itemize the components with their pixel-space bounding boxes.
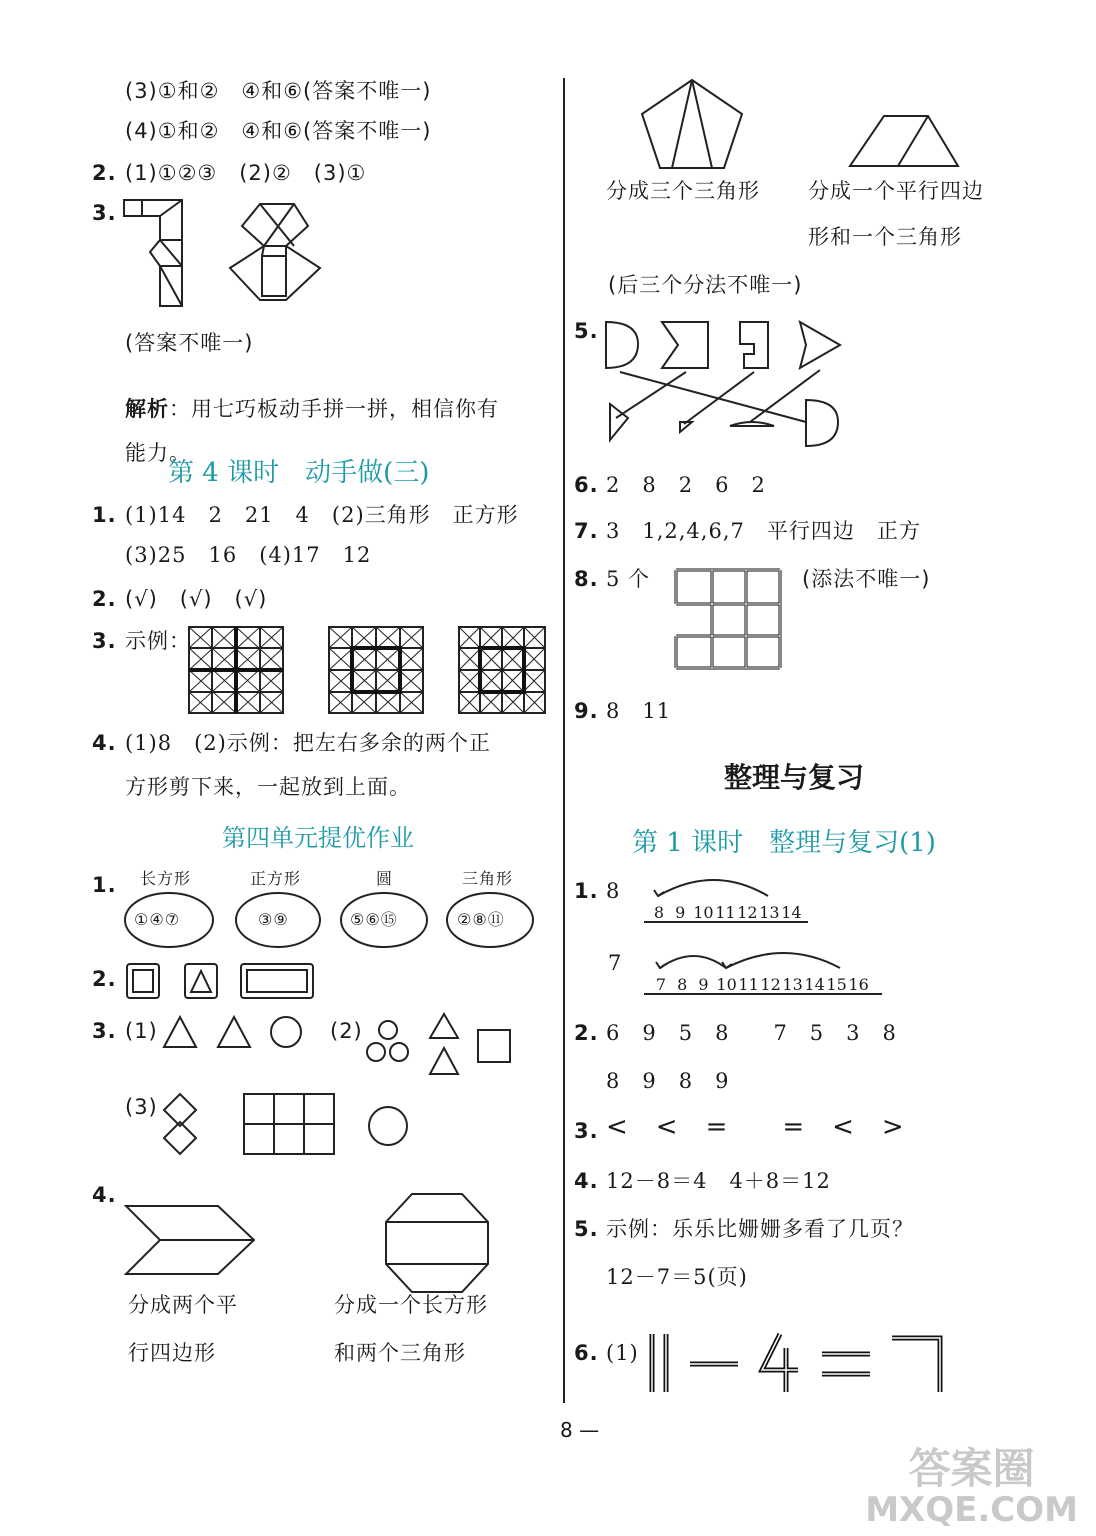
grid-example-3 [458, 626, 546, 714]
l4-q1-line1: (1)14 2 21 4 (2)三角形 正方形 [125, 503, 519, 527]
r-r3-number: 3. [574, 1119, 599, 1143]
u1-label-square: 正方形 [250, 869, 302, 888]
nl1-tick: 9 [675, 903, 686, 922]
tangram-eight-figure [228, 196, 328, 306]
analysis-text: ：用七巧板动手拼一拼，相信你有 [169, 397, 499, 421]
lesson-1-title: 第 1 课时 整理与复习(1) [632, 828, 936, 858]
l4-q4-line2: 方形剪下来，一起放到上面。 [125, 775, 411, 799]
l4-q4-line1: (1)8 (2)示例：把左右多余的两个正 [125, 731, 491, 755]
grid-example-2 [328, 626, 424, 714]
l4-q1-number: 1. [92, 503, 117, 527]
unit-4-title: 第四单元提优作业 [222, 824, 414, 852]
r-r2-line1: 6 9 5 8 7 5 3 8 [606, 1021, 897, 1045]
analysis-line2: 能力。 [125, 441, 191, 465]
r-r5-line2: 12－7＝5(页) [606, 1265, 748, 1289]
q2-answer: (1)①②③ (2)② (3)① [125, 161, 367, 185]
l4-q2-answer: (√) (√) (√) [125, 587, 268, 611]
r-r2-number: 2. [574, 1021, 599, 1045]
r-q9-number: 9. [574, 699, 599, 723]
tangram-seven-figure [122, 196, 202, 316]
nl1-tick: 13 [759, 903, 780, 922]
r-r6-number: 6. [574, 1341, 599, 1365]
grid-example-1 [188, 626, 284, 714]
r-q8-note: (添法不唯一) [802, 567, 931, 591]
r-q5-number: 5. [574, 319, 599, 343]
nl1-tick: 12 [737, 903, 758, 922]
u2-number: 2. [92, 967, 117, 991]
r-q7-answer: 3 1,2,4,6,7 平行四边 正方 [606, 519, 921, 543]
u4-caption-1b: 行四边形 [128, 1341, 216, 1365]
r-r1-b: 7 [608, 951, 623, 975]
u3-part3-label: (3) [125, 1095, 158, 1119]
u1-oval-4: ②⑧⑪ [457, 910, 505, 929]
nl2-tick: 15 [826, 975, 847, 994]
r-q5-matching [600, 318, 850, 450]
l4-q2-number: 2. [92, 587, 117, 611]
r-caption-2a: 分成一个平行四边 [808, 179, 984, 203]
nl2-tick: 16 [848, 975, 869, 994]
r-q6-answer: 2 8 2 6 2 [606, 473, 766, 497]
matchstick-equation [646, 1330, 966, 1396]
nl2-tick: 11 [738, 975, 759, 994]
nl2-tick: 14 [804, 975, 825, 994]
u1-label-circle: 圆 [376, 869, 394, 888]
u4-caption-1a: 分成两个平 [128, 1293, 238, 1317]
analysis-line1 [125, 396, 499, 422]
u4-arrow-figure [122, 1202, 258, 1278]
r-r5-number: 5. [574, 1217, 599, 1241]
u3-part1-label: (1) [125, 1019, 158, 1043]
nl1-tick: 10 [693, 903, 714, 922]
u3-part2-label: (2) [330, 1019, 363, 1043]
u3-part2-shapes [362, 1012, 514, 1078]
r-caption-2b: 形和一个三角形 [808, 225, 962, 249]
r-r1-number: 1. [574, 879, 599, 903]
r-r6-part: (1) [606, 1341, 639, 1365]
u4-number: 4. [92, 1183, 117, 1207]
lesson-4-title: 第 4 课时 动手做(三) [168, 458, 430, 488]
r-r3-answer: < < = = < > [606, 1112, 905, 1142]
l4-q1-line2: (3)25 16 (4)17 12 [125, 543, 372, 567]
page-number: 8 — [560, 1418, 600, 1442]
u4-hexagon-figure [382, 1192, 492, 1294]
watermark-logo [865, 1446, 1078, 1528]
u1-oval-3: ⑤⑥⑮ [350, 910, 398, 929]
r-q8-matchstick-grid [672, 566, 784, 672]
l4-q3-label: 示例： [125, 629, 191, 653]
nl2-tick: 8 [677, 975, 688, 994]
l4-q4-number: 4. [92, 731, 117, 755]
watermark-line1: 答案圈 [908, 1444, 1035, 1493]
u4-caption-2a: 分成一个长方形 [334, 1293, 488, 1317]
number-line-1 [650, 900, 802, 926]
q3-number: 3. [92, 201, 117, 225]
number-line-2 [652, 972, 870, 998]
u1-label-rectangle: 长方形 [140, 869, 192, 888]
u1-label-triangle: 三角形 [462, 869, 514, 888]
r-q8-number: 8. [574, 567, 599, 591]
answer-line-4: (4)①和② ④和⑥(答案不唯一) [125, 119, 432, 143]
trapezoid-figure [848, 112, 960, 170]
r-q8-answer: 5 个 [606, 567, 651, 591]
u1-oval-1: ①④⑦ [134, 910, 181, 929]
u3-part3-shapes [162, 1092, 412, 1158]
u1-oval-2: ③⑨ [258, 910, 289, 929]
r-r4-number: 4. [574, 1169, 599, 1193]
nl1-tick: 8 [653, 903, 665, 922]
nl2-tick: 12 [760, 975, 781, 994]
u4-caption-2b: 和两个三角形 [334, 1341, 466, 1365]
nl1-tick: 11 [715, 903, 736, 922]
nl2-tick: 13 [782, 975, 803, 994]
q2-number: 2. [92, 161, 117, 185]
answer-line-3: (3)①和② ④和⑥(答案不唯一) [125, 79, 432, 103]
r-note: (后三个分法不唯一) [608, 273, 803, 297]
r-r4-answer: 12－8＝4 4＋8＝12 [606, 1169, 831, 1193]
u3-number: 3. [92, 1019, 117, 1043]
r-r2-line2: 8 9 8 9 [606, 1069, 730, 1093]
l4-q3-number: 3. [92, 629, 117, 653]
r-caption-1: 分成三个三角形 [606, 179, 760, 203]
r-q6-number: 6. [574, 473, 599, 497]
r-q9-answer: 8 11 [606, 699, 672, 723]
r-r5-line1: 示例：乐乐比姗姗多看了几页？ [606, 1217, 914, 1241]
nl1-tick: 14 [781, 903, 802, 922]
u3-part1-shapes [162, 1014, 304, 1050]
r-r1-a: 8 [606, 879, 621, 903]
u2-shapes [125, 962, 315, 1002]
u1-number: 1. [92, 873, 117, 897]
q3-note: (答案不唯一) [125, 331, 254, 355]
column-divider [563, 78, 565, 1403]
page-number-value: 8 [560, 1418, 573, 1442]
review-title: 整理与复习 [724, 761, 865, 794]
r-q7-number: 7. [574, 519, 599, 543]
nl2-tick: 7 [655, 975, 667, 994]
nl2-tick: 10 [716, 975, 737, 994]
nl2-tick: 9 [698, 975, 709, 994]
watermark-line2: MXQE.COM [865, 1490, 1078, 1530]
pentagon-figure [640, 78, 744, 170]
analysis-label: 解析 [125, 397, 169, 421]
